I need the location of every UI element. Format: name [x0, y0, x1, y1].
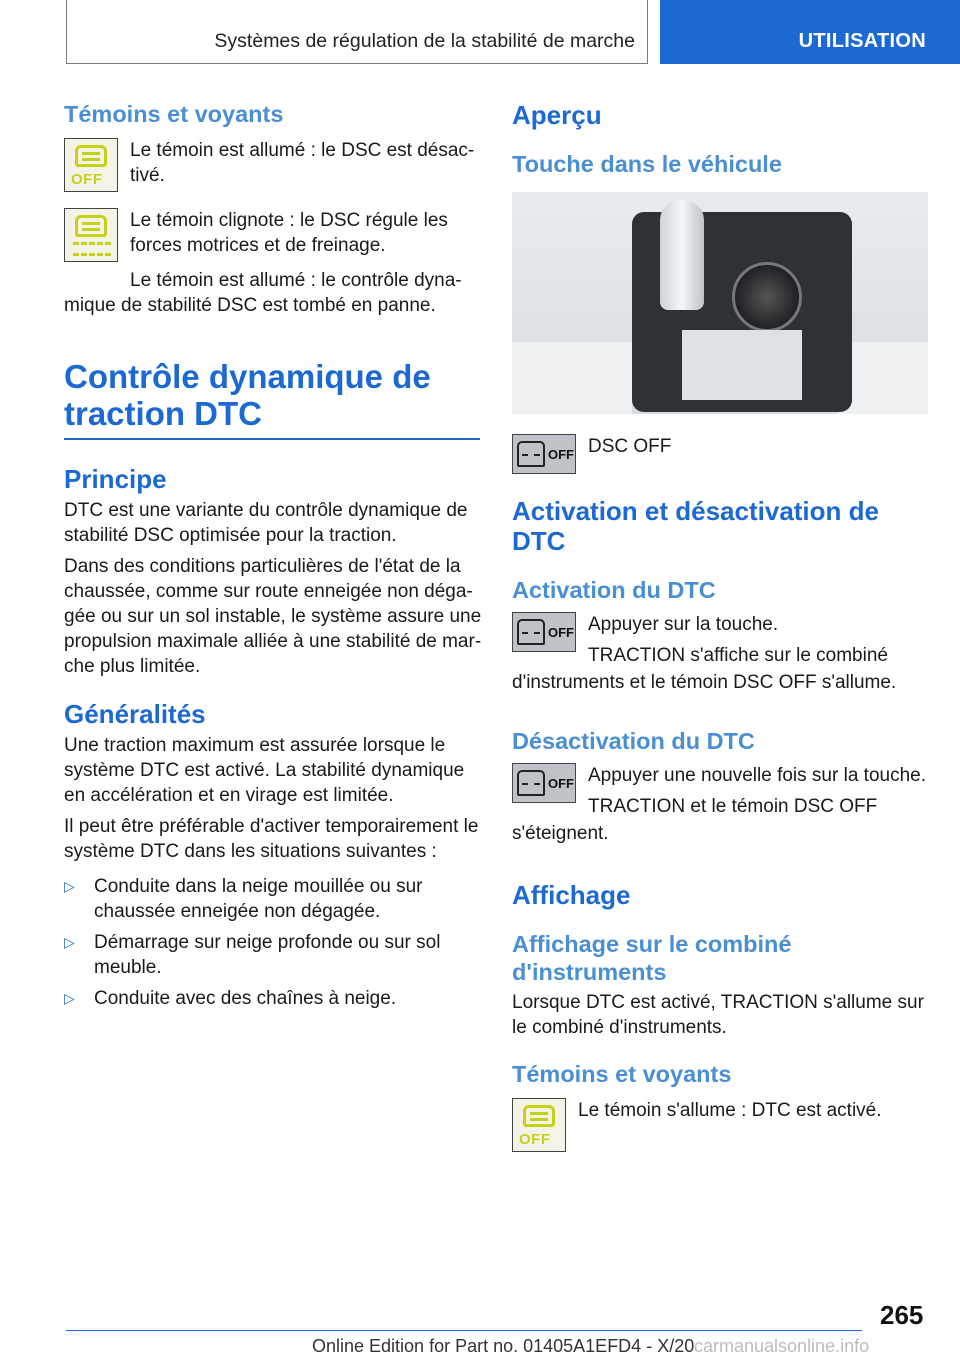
- desactivation-du-dtc-heading: Désactivation du DTC: [512, 728, 755, 754]
- dsc-off-button-icon: OFF: [512, 763, 576, 803]
- bullet-triangle-icon: ▷: [64, 990, 75, 1006]
- indicator-row: [512, 1098, 930, 1152]
- footer-watermark[interactable]: carmanualsonline.info: [694, 1336, 870, 1356]
- dsc-off-button-row: [512, 434, 930, 474]
- principe-paragraph: DTC est une variante du contrôle dynamique de stabilité DSC optimisée pour la traction.: [64, 500, 468, 546]
- header-tab-utilisation[interactable]: UTILISATION: [798, 30, 926, 52]
- dsc-off-button-icon: OFF: [512, 434, 576, 474]
- center-console-photo: [512, 192, 928, 414]
- section-divider: [64, 438, 480, 440]
- indicator-row: [64, 208, 482, 262]
- affichage-combine-heading: Affichage sur le combiné d'instruments: [512, 931, 792, 985]
- right-column: [512, 100, 930, 1152]
- dsc-off-label: DSC OFF: [588, 436, 672, 457]
- bullet-triangle-icon: ▷: [64, 878, 75, 894]
- desactivation-text: Appuyer une nouvelle fois sur la touche. TRACTION et le témoin DSC OFF: [588, 765, 926, 817]
- generalites-paragraph: Une traction maximum est assurée lorsque le système DTC est activé. La stabilité dynamique en accélération et en virage est limitée.: [64, 735, 465, 806]
- desactivation-row: [512, 763, 930, 819]
- footer-edition: Online Edition for Part no. 01405A1EFD4 - X/20: [312, 1336, 695, 1356]
- indicator-text-indented: Le témoin est allumé : le contrôle dyna-: [130, 270, 462, 291]
- page-number: 265: [880, 1300, 924, 1330]
- indicator-text-continued: mique de stabilité DSC est tombé en panne.: [64, 295, 436, 316]
- dtc-section-title: Contrôle dynamique de traction DTC: [64, 358, 431, 432]
- bullet-triangle-icon: ▷: [64, 934, 75, 950]
- activation-text-continued: d'instruments et le témoin DSC OFF s'allume.: [512, 672, 897, 693]
- footer-divider: [66, 1330, 862, 1331]
- desactivation-text-continued: s'éteignent.: [512, 823, 609, 844]
- temoins-heading-right: Témoins et voyants: [512, 1061, 732, 1087]
- list-item: ▷ Conduite avec des chaînes à neige.: [64, 988, 397, 1009]
- dsc-off-button-icon: OFF: [512, 612, 576, 652]
- dsc-flashing-warning-icon: [64, 208, 118, 262]
- generalites-paragraph: Il peut être préférable d'activer temporairement le système DTC dans les situations suivantes :: [64, 816, 479, 862]
- list-item: ▷ Démarrage sur neige profonde ou sur sol meuble.: [64, 932, 441, 978]
- affichage-paragraph: Lorsque DTC est activé, TRACTION s'allume sur le combiné d'instruments.: [512, 992, 924, 1038]
- header-title-box: [66, 0, 648, 64]
- indicator-row: [64, 138, 482, 192]
- header-title: Systèmes de régulation de la stabilité de marche: [214, 30, 635, 52]
- indicator-text: Le témoin clignote : le DSC régule les forces motrices et de freinage.: [130, 210, 448, 256]
- activation-du-dtc-heading: Activation du DTC: [512, 577, 716, 603]
- dtc-active-warning-icon: OFF: [512, 1098, 566, 1152]
- generalites-heading: Généralités: [64, 699, 206, 729]
- affichage-heading: Affichage: [512, 880, 631, 910]
- activation-heading: Activation et désactivation de DTC: [512, 496, 879, 556]
- activation-row: [512, 612, 930, 668]
- principe-heading: Principe: [64, 464, 167, 494]
- dsc-off-warning-icon: OFF: [64, 138, 118, 192]
- activation-text: Appuyer sur la touche. TRACTION s'affiche sur le combiné: [588, 614, 888, 666]
- indicator-text: Le témoin s'allume : DTC est activé.: [578, 1100, 882, 1121]
- temoins-heading: Témoins et voyants: [64, 101, 284, 127]
- indicator-text: Le témoin est allumé : le DSC est désac-tivé.: [130, 140, 475, 186]
- left-column: [64, 100, 482, 1011]
- list-item: ▷ Conduite dans la neige mouillée ou sur chaussée enneigée non dégagée.: [64, 876, 423, 922]
- principe-paragraph: Dans des conditions particulières de l'état de la chaussée, comme sur route enneigée non déga-gée ou sur un sol instable, le système assure une propulsion maximale alliée à une stabilité de mar-che plus limitée.: [64, 556, 482, 677]
- header-tab-box: [660, 0, 960, 64]
- touche-heading: Touche dans le véhicule: [512, 151, 782, 177]
- apercu-heading: Aperçu: [512, 100, 602, 130]
